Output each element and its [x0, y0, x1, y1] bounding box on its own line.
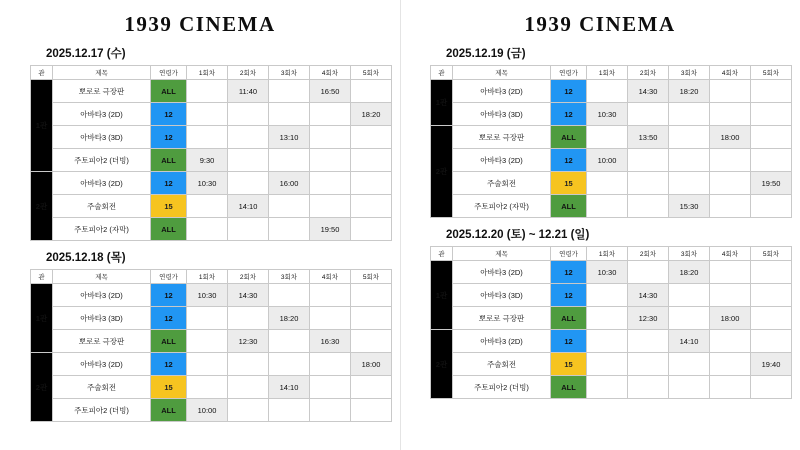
column-header: 관: [31, 270, 53, 284]
column-header: 연령가: [551, 66, 587, 80]
schedule-table: [30, 65, 392, 241]
age-rating-badge: 12: [551, 80, 587, 103]
showtime-cell[interactable]: 14:30: [628, 284, 669, 307]
empty-slot-cell: [628, 261, 669, 284]
empty-slot-cell: [269, 80, 310, 103]
age-rating-badge: ALL: [551, 126, 587, 149]
schedule-table-1: [20, 269, 380, 422]
movie-title-cell: 아바타3 (3D): [453, 284, 551, 307]
empty-slot-cell: [310, 307, 351, 330]
schedule-date-0: 2025.12.17 (수): [46, 48, 126, 60]
empty-slot-cell: [587, 307, 628, 330]
empty-slot-cell: [351, 149, 392, 172]
empty-slot-cell: [587, 376, 628, 399]
age-rating-badge: 12: [551, 261, 587, 284]
table-row: [31, 353, 392, 376]
table-row: [431, 80, 792, 103]
empty-slot-cell: [710, 149, 751, 172]
empty-slot-cell: [751, 284, 792, 307]
empty-slot-cell: [587, 126, 628, 149]
age-rating-badge: ALL: [151, 218, 187, 241]
empty-slot-cell: [187, 126, 228, 149]
showtime-cell[interactable]: 9:30: [187, 149, 228, 172]
column-header: 제목: [53, 270, 151, 284]
empty-slot-cell: [669, 376, 710, 399]
showtime-cell[interactable]: 12:30: [228, 330, 269, 353]
showtime-cell[interactable]: 13:10: [269, 126, 310, 149]
column-header: 관: [431, 66, 453, 80]
empty-slot-cell: [710, 261, 751, 284]
schedule-table-3: [420, 246, 780, 399]
movie-title-cell: 뽀로로 극장판: [53, 80, 151, 103]
movie-title-cell: 아바타3 (2D): [453, 261, 551, 284]
movie-title-cell: 아바타3 (2D): [53, 172, 151, 195]
empty-slot-cell: [351, 195, 392, 218]
table-row: [431, 103, 792, 126]
empty-slot-cell: [310, 149, 351, 172]
hall-cell: 2관: [431, 330, 453, 399]
empty-slot-cell: [228, 376, 269, 399]
empty-slot-cell: [669, 353, 710, 376]
age-rating-badge: ALL: [551, 376, 587, 399]
column-header: 4회차: [710, 247, 751, 261]
column-header: 3회차: [669, 66, 710, 80]
movie-title-cell: 주토피아2 (더빙): [53, 149, 151, 172]
empty-slot-cell: [310, 103, 351, 126]
showtime-cell[interactable]: 18:20: [269, 307, 310, 330]
showtime-cell[interactable]: 18:20: [351, 103, 392, 126]
schedule-table: [430, 246, 792, 399]
table-header-row: [431, 247, 792, 261]
age-rating-badge: 15: [151, 195, 187, 218]
table-row: [31, 218, 392, 241]
empty-slot-cell: [228, 103, 269, 126]
movie-title-cell: 뽀로로 극장판: [453, 307, 551, 330]
age-rating-badge: ALL: [151, 399, 187, 422]
movie-title-cell: 주토피아2 (더빙): [453, 376, 551, 399]
movie-title-cell: 아바타3 (2D): [453, 80, 551, 103]
empty-slot-cell: [587, 80, 628, 103]
table-header-row: [431, 66, 792, 80]
empty-slot-cell: [628, 195, 669, 218]
empty-slot-cell: [310, 126, 351, 149]
schedule-table: [430, 65, 792, 218]
empty-slot-cell: [587, 330, 628, 353]
empty-slot-cell: [187, 195, 228, 218]
column-header: 연령가: [551, 247, 587, 261]
column-header: 1회차: [187, 66, 228, 80]
schedule-block-1: [0, 249, 400, 422]
table-row: [431, 172, 792, 195]
empty-slot-cell: [187, 218, 228, 241]
column-header: 1회차: [187, 270, 228, 284]
showtime-cell[interactable]: 19:50: [751, 172, 792, 195]
age-rating-badge: ALL: [151, 80, 187, 103]
hall-cell: 1관: [31, 80, 53, 172]
column-header: 연령가: [151, 66, 187, 80]
empty-slot-cell: [351, 307, 392, 330]
age-rating-badge: 12: [151, 103, 187, 126]
showtime-cell[interactable]: 10:30: [187, 172, 228, 195]
showtime-cell[interactable]: 14:30: [628, 80, 669, 103]
column-header: 제목: [453, 66, 551, 80]
column-header: 4회차: [310, 270, 351, 284]
empty-slot-cell: [228, 399, 269, 422]
showtime-cell[interactable]: 14:30: [228, 284, 269, 307]
schedule-table: [30, 269, 392, 422]
column-header: 2회차: [628, 247, 669, 261]
empty-slot-cell: [228, 353, 269, 376]
column-header: 제목: [53, 66, 151, 80]
empty-slot-cell: [269, 284, 310, 307]
empty-slot-cell: [269, 218, 310, 241]
age-rating-badge: 12: [151, 172, 187, 195]
column-header: 5회차: [751, 66, 792, 80]
showtime-cell[interactable]: 12:30: [628, 307, 669, 330]
empty-slot-cell: [710, 80, 751, 103]
showtime-cell[interactable]: 18:00: [710, 307, 751, 330]
showtime-cell[interactable]: 18:00: [710, 126, 751, 149]
hall-cell: 1관: [31, 284, 53, 353]
movie-title-cell: 주술회전: [53, 195, 151, 218]
movie-title-cell: 아바타3 (3D): [53, 307, 151, 330]
empty-slot-cell: [187, 307, 228, 330]
schedule-table-2: [420, 65, 780, 218]
showtime-cell[interactable]: 16:30: [310, 330, 351, 353]
table-row: [431, 284, 792, 307]
hall-cell: 2관: [31, 353, 53, 422]
empty-slot-cell: [228, 126, 269, 149]
age-rating-badge: 12: [151, 126, 187, 149]
age-rating-badge: 12: [151, 307, 187, 330]
movie-title-cell: 아바타3 (2D): [53, 103, 151, 126]
table-row: [31, 195, 392, 218]
movie-title-cell: 아바타3 (2D): [53, 353, 151, 376]
empty-slot-cell: [669, 103, 710, 126]
empty-slot-cell: [269, 195, 310, 218]
empty-slot-cell: [187, 330, 228, 353]
empty-slot-cell: [751, 149, 792, 172]
empty-slot-cell: [310, 353, 351, 376]
empty-slot-cell: [751, 80, 792, 103]
showtime-cell[interactable]: 10:30: [587, 261, 628, 284]
table-row: [431, 330, 792, 353]
table-header-row: [31, 270, 392, 284]
age-rating-badge: 12: [551, 149, 587, 172]
table-row: [31, 399, 392, 422]
empty-slot-cell: [269, 149, 310, 172]
column-header: 제목: [453, 247, 551, 261]
column-header: 1회차: [587, 66, 628, 80]
empty-slot-cell: [710, 172, 751, 195]
showtime-cell[interactable]: 19:40: [751, 353, 792, 376]
empty-slot-cell: [628, 376, 669, 399]
table-row: [31, 80, 392, 103]
empty-slot-cell: [228, 149, 269, 172]
showtime-cell[interactable]: 14:10: [669, 330, 710, 353]
empty-slot-cell: [228, 218, 269, 241]
column-header: 3회차: [269, 270, 310, 284]
empty-slot-cell: [351, 330, 392, 353]
schedule-block-0: [0, 45, 400, 241]
showtime-cell[interactable]: 14:10: [269, 376, 310, 399]
empty-slot-cell: [310, 284, 351, 307]
empty-slot-cell: [351, 80, 392, 103]
age-rating-badge: 12: [151, 284, 187, 307]
table-row: [431, 126, 792, 149]
table-row: [31, 172, 392, 195]
empty-slot-cell: [587, 195, 628, 218]
table-row: [431, 307, 792, 330]
showtime-cell[interactable]: 10:30: [187, 284, 228, 307]
empty-slot-cell: [310, 376, 351, 399]
table-row: [431, 376, 792, 399]
showtime-cell[interactable]: 13:50: [628, 126, 669, 149]
showtime-cell[interactable]: 10:00: [587, 149, 628, 172]
table-row: [31, 149, 392, 172]
age-rating-badge: 15: [551, 172, 587, 195]
hall-cell: 1관: [431, 261, 453, 330]
column-header: 3회차: [269, 66, 310, 80]
schedule-table-0: [20, 65, 380, 241]
showtime-cell[interactable]: 15:30: [669, 195, 710, 218]
empty-slot-cell: [351, 376, 392, 399]
column-header: 5회차: [351, 270, 392, 284]
column-header: 관: [431, 247, 453, 261]
table-row: [431, 353, 792, 376]
table-row: [31, 284, 392, 307]
movie-title-cell: 아바타3 (2D): [53, 284, 151, 307]
showtime-cell[interactable]: 18:00: [351, 353, 392, 376]
empty-slot-cell: [710, 103, 751, 126]
table-row: [431, 195, 792, 218]
empty-slot-cell: [587, 172, 628, 195]
column-header: 5회차: [751, 247, 792, 261]
schedule-block-3: [400, 226, 800, 399]
showtime-cell[interactable]: 18:20: [669, 80, 710, 103]
empty-slot-cell: [710, 376, 751, 399]
schedule-date-1: 2025.12.18 (목): [46, 252, 126, 264]
empty-slot-cell: [228, 307, 269, 330]
age-rating-badge: 15: [151, 376, 187, 399]
empty-slot-cell: [710, 330, 751, 353]
hall-cell: 1관: [431, 80, 453, 126]
column-header: 5회차: [351, 66, 392, 80]
hall-cell: 2관: [431, 126, 453, 218]
table-row: [31, 126, 392, 149]
showtime-cell[interactable]: 14:10: [228, 195, 269, 218]
movie-title-cell: 주술회전: [453, 353, 551, 376]
empty-slot-cell: [751, 376, 792, 399]
empty-slot-cell: [669, 172, 710, 195]
column-header: 3회차: [669, 247, 710, 261]
empty-slot-cell: [351, 399, 392, 422]
table-row: [431, 149, 792, 172]
schedule-date-3: 2025.12.20 (토) ~ 12.21 (일): [446, 229, 590, 241]
age-rating-badge: ALL: [151, 149, 187, 172]
empty-slot-cell: [351, 126, 392, 149]
age-rating-badge: 12: [151, 353, 187, 376]
showtime-cell[interactable]: 16:00: [269, 172, 310, 195]
empty-slot-cell: [669, 126, 710, 149]
age-rating-badge: ALL: [551, 307, 587, 330]
table-row: [31, 330, 392, 353]
empty-slot-cell: [751, 307, 792, 330]
empty-slot-cell: [628, 330, 669, 353]
empty-slot-cell: [751, 126, 792, 149]
empty-slot-cell: [751, 330, 792, 353]
empty-slot-cell: [310, 399, 351, 422]
movie-title-cell: 뽀로로 극장판: [453, 126, 551, 149]
table-row: [31, 376, 392, 399]
empty-slot-cell: [628, 172, 669, 195]
empty-slot-cell: [669, 307, 710, 330]
table-header-row: [31, 66, 392, 80]
empty-slot-cell: [628, 353, 669, 376]
movie-title-cell: 주술회전: [453, 172, 551, 195]
movie-title-cell: 주토피아2 (더빙): [53, 399, 151, 422]
schedule-block-2: [400, 45, 800, 218]
showtime-cell[interactable]: 10:00: [187, 399, 228, 422]
age-rating-badge: 12: [551, 284, 587, 307]
empty-slot-cell: [187, 80, 228, 103]
movie-title-cell: 주술회전: [53, 376, 151, 399]
movie-title-cell: 아바타3 (2D): [453, 330, 551, 353]
showtime-cell[interactable]: 10:30: [587, 103, 628, 126]
empty-slot-cell: [310, 172, 351, 195]
empty-slot-cell: [228, 172, 269, 195]
empty-slot-cell: [187, 103, 228, 126]
empty-slot-cell: [669, 149, 710, 172]
brand-title-right: 1939 CINEMA: [524, 12, 676, 36]
column-header: 관: [31, 66, 53, 80]
empty-slot-cell: [669, 284, 710, 307]
movie-title-cell: 아바타3 (3D): [53, 126, 151, 149]
column-header: 2회차: [228, 270, 269, 284]
hall-cell: 2관: [31, 172, 53, 241]
movie-title-cell: 주토피아2 (자막): [53, 218, 151, 241]
empty-slot-cell: [310, 195, 351, 218]
age-rating-badge: ALL: [151, 330, 187, 353]
age-rating-badge: 12: [551, 330, 587, 353]
movie-title-cell: 주토피아2 (자막): [453, 195, 551, 218]
empty-slot-cell: [751, 261, 792, 284]
movie-title-cell: 아바타3 (3D): [453, 103, 551, 126]
table-row: [31, 103, 392, 126]
empty-slot-cell: [710, 353, 751, 376]
empty-slot-cell: [269, 353, 310, 376]
empty-slot-cell: [751, 195, 792, 218]
column-header: 2회차: [628, 66, 669, 80]
movie-title-cell: 뽀로로 극장판: [53, 330, 151, 353]
column-header: 4회차: [310, 66, 351, 80]
empty-slot-cell: [587, 353, 628, 376]
showtime-cell[interactable]: 16:50: [310, 80, 351, 103]
empty-slot-cell: [710, 284, 751, 307]
column-header: 2회차: [228, 66, 269, 80]
empty-slot-cell: [269, 399, 310, 422]
empty-slot-cell: [628, 149, 669, 172]
showtime-cell[interactable]: 19:50: [310, 218, 351, 241]
age-rating-badge: 12: [551, 103, 587, 126]
column-header: 4회차: [710, 66, 751, 80]
empty-slot-cell: [187, 353, 228, 376]
empty-slot-cell: [269, 330, 310, 353]
brand-title-left: 1939 CINEMA: [124, 12, 276, 36]
empty-slot-cell: [751, 103, 792, 126]
age-rating-badge: 15: [551, 353, 587, 376]
movie-title-cell: 아바타3 (2D): [453, 149, 551, 172]
table-row: [431, 261, 792, 284]
showtime-cell[interactable]: 18:20: [669, 261, 710, 284]
table-row: [31, 307, 392, 330]
empty-slot-cell: [710, 195, 751, 218]
showtime-cell[interactable]: 11:40: [228, 80, 269, 103]
empty-slot-cell: [351, 218, 392, 241]
column-header: 1회차: [587, 247, 628, 261]
empty-slot-cell: [187, 376, 228, 399]
empty-slot-cell: [628, 103, 669, 126]
empty-slot-cell: [269, 103, 310, 126]
age-rating-badge: ALL: [551, 195, 587, 218]
schedule-date-2: 2025.12.19 (금): [446, 48, 526, 60]
right-column: [400, 0, 800, 450]
empty-slot-cell: [351, 172, 392, 195]
empty-slot-cell: [351, 284, 392, 307]
column-header: 연령가: [151, 270, 187, 284]
empty-slot-cell: [587, 284, 628, 307]
